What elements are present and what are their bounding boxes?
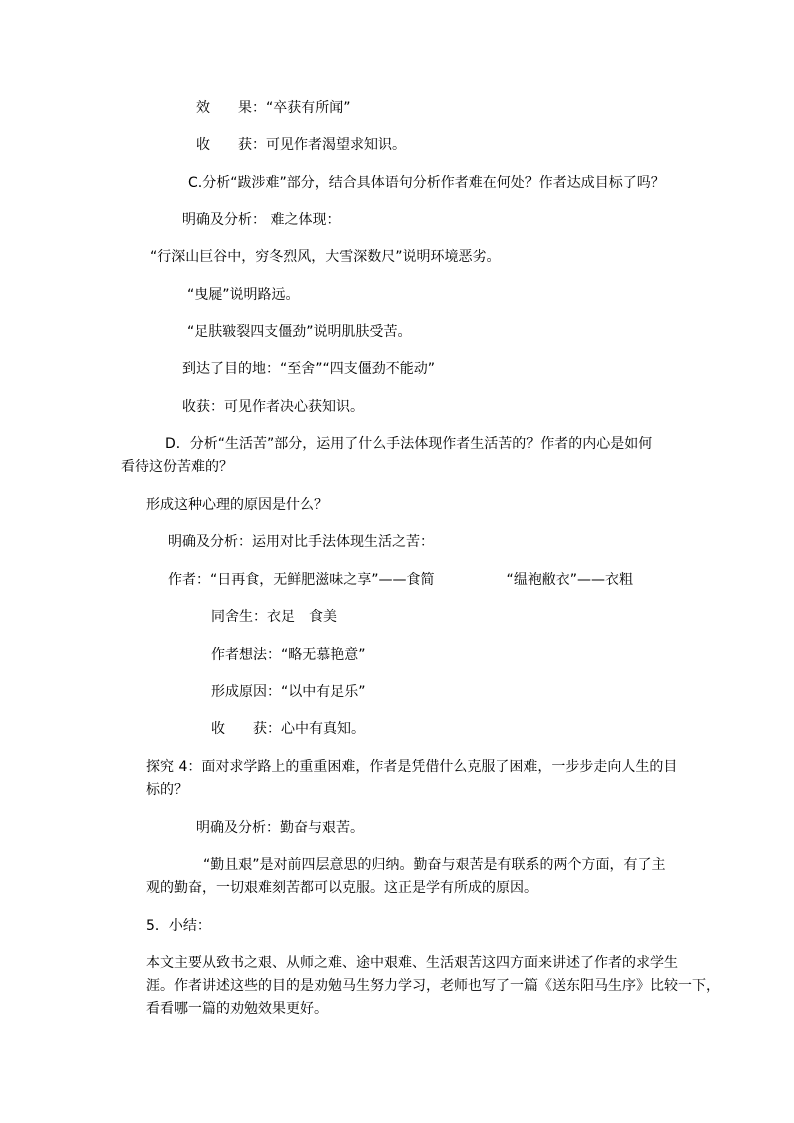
contrast-author: 作者：“日再食，无鲜肥滋味之享”——食简 “缊袍敝衣”——衣粗 [168,572,634,588]
effect-line: 效 果：“卒获有所闻” [196,100,351,116]
author-thought: 作者想法：“略无慕艳意” [211,647,366,663]
question-d-line-3: 形成这种心理的原因是什么？ [146,497,328,513]
conclusion-line-3: 看看哪一篇的劝勉效果更好。 [146,1001,328,1017]
gain-line-1: 收 获：可见作者渴望求知识。 [196,137,406,153]
quote-skin: “足肤皲裂四支僵劲”说明肌肤受苦。 [187,324,412,340]
contrast-roommates: 同舍生：衣足 食美 [211,609,337,625]
summary-para-line-1: “勤且艰”是对前四层意思的归纳。勤奋与艰苦是有联系的两个方面，有了主 [203,857,666,873]
answer-label-d: 明确及分析：运用对比手法体现生活之苦： [168,534,434,550]
answer-label-4: 明确及分析：勤奋与艰苦。 [196,820,364,836]
summary-para-line-2: 观的勤奋，一切艰难刻苦都可以克服。这正是学有所成的原因。 [146,880,538,896]
gain-line-3: 收 获：心中有真知。 [211,721,365,737]
question-c: C.分析“跋涉难”部分，结合具体语句分析作者难在何处？作者达成目标了吗？ [188,175,665,191]
conclusion-line-2: 涯。作者讲述这些的目的是劝勉马生努力学习，老师也写了一篇《送东阳马生序》比较一下， [146,978,720,994]
inquiry-4-line-1: 探究 4：面对求学路上的重重困难，作者是凭借什么克服了困难，一步步走向人生的目 [146,759,678,775]
conclusion-line-1: 本文主要从致书之艰、从师之难、途中艰难、生活艰苦这四方面来讲述了作者的求学生 [146,955,678,971]
gain-line-2: 收获：可见作者决心获知识。 [182,399,364,415]
question-d-line-1: D．分析“生活苦”部分，运用了什么手法体现作者生活苦的？作者的内心是如何 [165,436,653,452]
destination-line: 到达了目的地：“至舍”“四支僵劲不能动” [182,361,436,377]
quote-environment: “行深山巨谷中，穷冬烈风，大雪深数尺”说明环境恶劣。 [150,249,501,265]
inquiry-4-line-2: 标的？ [146,782,188,798]
cause-line: 形成原因：“以中有足乐” [211,684,366,700]
section-5-heading: 5．小结： [146,918,211,934]
quote-distance: “曳屣”说明路远。 [187,287,300,303]
question-d-line-2: 看待这份苦难的？ [121,459,233,475]
answer-label-c: 明确及分析： 难之体现： [182,212,341,228]
